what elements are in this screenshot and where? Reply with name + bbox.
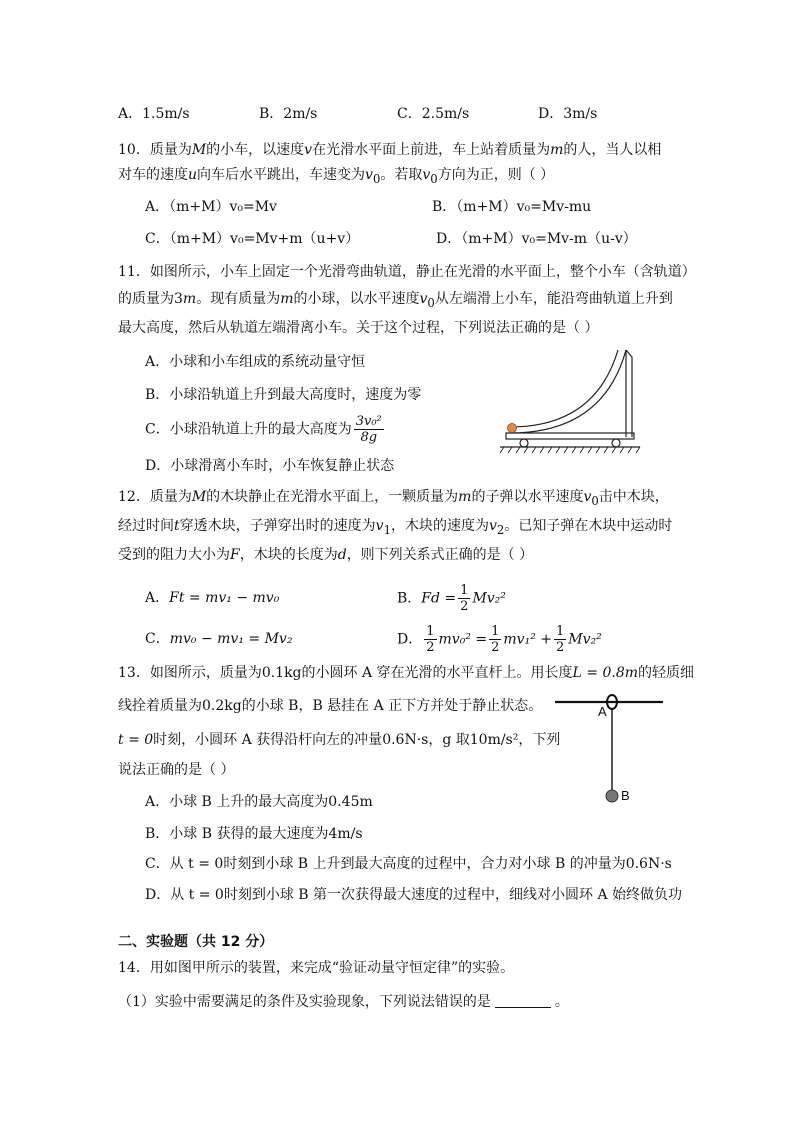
- q11-option-b: B．小球沿轨道上升到最大高度时，速度为零: [145, 387, 422, 403]
- q10-option-b: B．（m+M）v₀=Mv-mu: [432, 199, 592, 215]
- q13-option-a: A．小球 B 上升的最大高度为0.45m: [145, 794, 373, 810]
- q10-line2: 对车的速度u向车后水平跳出，车速变为$v_0$。若取$v_0$方向为正，则（ ）: [118, 167, 555, 186]
- q12-line2: 经过时间t穿透木块，子弹穿出时的速度为$v_1$，木块的速度为$v_2$。已知子弹在木块中运动时: [118, 518, 673, 537]
- q13-line1: 13．如图所示，质量为0.1kg的小圆环 A 穿在光滑的水平直杆上。用长度L = 0.8m的轻质细: [118, 665, 695, 681]
- q13-option-d: D．从 t = 0时刻到小球 B 第一次获得最大速度的过程中，细线对小圆环 A 始终做负功: [145, 887, 683, 903]
- q11-line2: 的质量为3m。现有质量为m的小球，以水平速度$v_0$从左端滑上小车，能沿弯曲轨道上升到: [118, 291, 673, 310]
- q13-option-c: C．从 t = 0时刻到小球 B 上升到最大高度的过程中，合力对小球 B 的冲量为0.6N·s: [145, 856, 672, 872]
- q10-option-d: D．（m+M）v₀=Mv-m（u-v）: [436, 231, 637, 247]
- q11-cart-track-figure: [500, 345, 640, 455]
- q13-label-a: A: [598, 704, 607, 719]
- q13-label-b: B: [621, 788, 630, 803]
- q12-option-d: D． $\frac{1}{2}$ mv₀² = $\frac{1}{2}$ mv₁² + $\frac{1}{2}$ Mv₂²: [397, 624, 602, 655]
- q10-line1: 10．质量为M的小车，以速度v在光滑水平面上前进，车上站着质量为m的人，当人以相: [118, 142, 662, 158]
- q9-option-a: A．1.5m/s: [118, 106, 190, 122]
- q14-answer-blank[interactable]: [495, 993, 551, 1008]
- q13-line3: t = 0时刻，小圆环 A 获得沿杆向左的冲量0.6N·s，g 取10m/s²，下列: [118, 732, 561, 748]
- q11-option-a: A．小球和小车组成的系统动量守恒: [145, 354, 366, 370]
- q14-line1: 14．用如图甲所示的装置，来完成“验证动量守恒定律”的实验。: [118, 960, 515, 976]
- q12-line3: 受到的阻力大小为F，木块的长度为d，则下列关系式正确的是（ ）: [118, 547, 534, 563]
- q9-option-c: C．2.5m/s: [397, 106, 470, 122]
- q11-option-d: D．小球滑离小车时，小车恢复静止状态: [145, 458, 395, 474]
- q11-line1: 11．如图所示，小车上固定一个光滑弯曲轨道，静止在光滑的水平面上，整个小车（含轨道）: [118, 264, 696, 280]
- q13-option-b: B．小球 B 获得的最大速度为4m/s: [145, 826, 363, 842]
- q12-option-b: B．Fd = $\frac{1}{2}$ Mv₂²: [397, 583, 506, 614]
- q13-line2: 线拴着质量为0.2kg的小球 B，B 悬挂在 A 正下方并处于静止状态。: [118, 698, 543, 714]
- q11-line3: 最大高度，然后从轨道左端滑离小车。关于这个过程，下列说法正确的是（ ）: [118, 320, 599, 336]
- q9-option-b: B．2m/s: [259, 106, 318, 122]
- q12-option-c: C．mv₀ − mv₁ = Mv₂: [145, 631, 293, 647]
- q13-line4: 说法正确的是（ ）: [118, 762, 235, 778]
- q11-option-c: C．小球沿轨道上升的最大高度为 $\frac{\text{3v₀²}}{8g}$: [145, 414, 382, 445]
- section-2-title: 二、实验题（共 12 分）: [118, 934, 274, 950]
- q13-ring-ball-figure: [555, 690, 665, 810]
- q9-option-d: D．3m/s: [538, 106, 598, 122]
- q10-option-c: C．（m+M）v₀=Mv+m（u+v）: [145, 231, 360, 247]
- q10-option-a: A．（m+M）v₀=Mv: [145, 199, 277, 215]
- q12-line1: 12．质量为M的木块静止在光滑水平面上，一颗质量为m的子弹以水平速度$v_0$击中木块，: [118, 489, 669, 508]
- q12-option-a: A．Ft = mv₁ − mv₀: [145, 590, 280, 606]
- q14-line2: （1）实验中需要满足的条件及实验现象，下列说法错误的是 。: [118, 994, 569, 1010]
